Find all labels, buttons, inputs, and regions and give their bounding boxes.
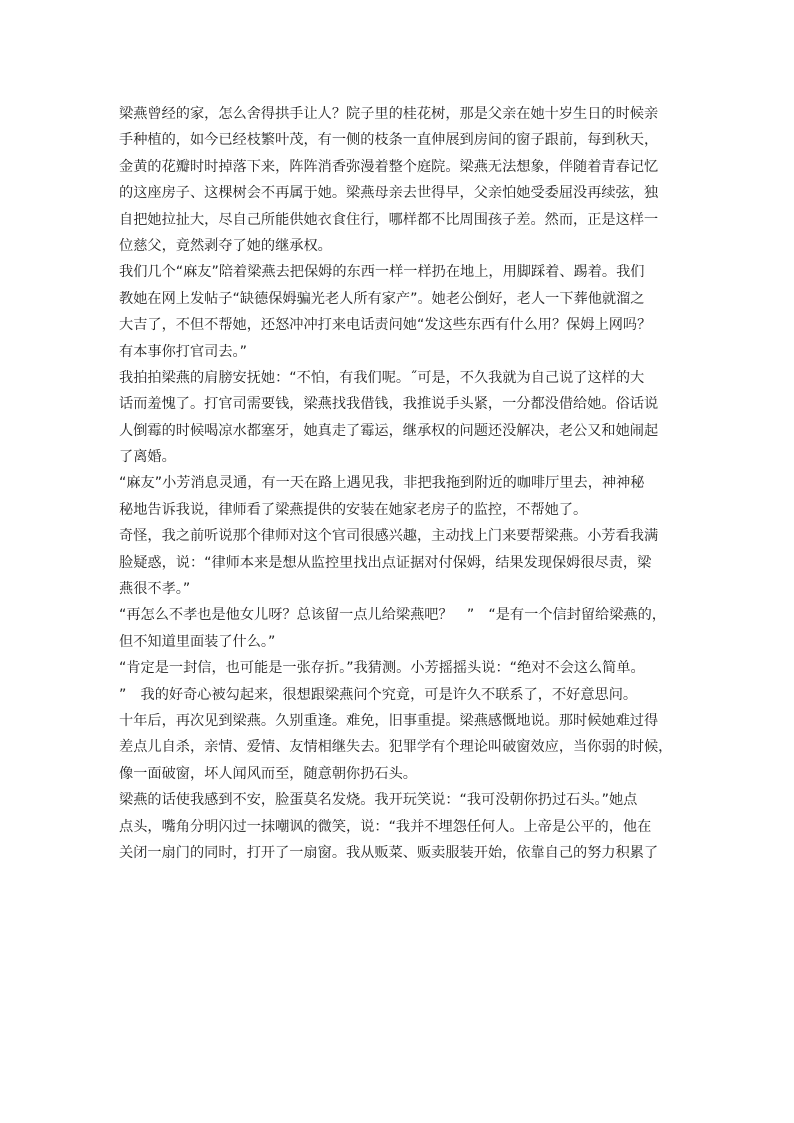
text-line: 像一面破窗，坏人闻风而至，随意朝你扔石头。 [119,765,417,782]
text-line: 自把她拉扯大，尽自己所能供她衣食住行，哪样都不比周围孩子差。然而，正是这样一 [119,211,659,228]
text-line: 位慈父，竟然剥夺了她的继承权。 [119,237,332,254]
text-line: 梁燕的话使我感到不安，脸蛋莫名发烧。我开玩笑说：“我可没朝你扔过石头。”她点 [119,792,638,809]
text-line: 差点儿自杀，亲情、爱情、友情相继失去。犯罪学有个理论叫破窗效应，当你弱的时候， [119,739,673,756]
text-line: 了离婚。 [119,449,176,466]
text-line: 梁燕曾经的家，怎么舍得拱手让人？院子里的桂花树，那是父亲在她十岁生日的时候亲 [119,106,659,122]
text-line: 燕很不孝。” [119,581,191,598]
text-line: 教她在网上发帖子“缺德保姆骗光老人所有家产”。她老公倒好，老人一下葬他就溜之 [119,290,645,307]
story-text [119,101,679,866]
text-line: 秘地告诉我说，律师看了梁燕提供的安装在她家老房子的监控，不帮她了。 [119,501,588,518]
text-line: 关闭一扇门的同时，打开了一扇窗。我从贩菜、贩卖服装开始，依靠自己的努力积累了 [119,844,659,861]
text-line: “麻友”小芳消息灵通，有一天在路上遇见我，非把我拖到附近的咖啡厅里去，神神秘 [119,475,645,492]
text-line: 我们几个“麻友”陪着梁燕去把保姆的东西一样一样扔在地上，用脚踩着、踢着。我们 [119,264,645,281]
text-line: 但不知道里面装了什么。” [119,633,276,650]
text-line: 手种植的，如今已经枝繁叶茂，有一侧的枝条一直伸展到房间的窗子跟前，每到秋天， [119,132,659,149]
text-line: 金黄的花瓣时时掉落下来，阵阵消香弥漫着整个庭院。梁燕无法想象，伴随着青春记忆 [119,158,659,175]
text-line: 十年后，再次见到梁燕。久别重逢。难免，旧事重提。梁燕感慨地说。那时候她难过得 [119,712,659,729]
text-line: 有本事你打官司去。” [119,343,247,360]
text-line: ” 我的好奇心被勾起来，很想跟梁燕问个究竟，可是许久不联系了，不好意思问。 [119,686,638,703]
text-line: 奇怪，我之前听说那个律师对这个官司很感兴趣，主动找上门来要帮梁燕。小芳看我满 [119,528,659,545]
text-line: 的这座房子、这棵树会不再属于她。梁燕母亲去世得早，父亲怕她受委屈没再续弦，独 [119,185,659,202]
text-line: 大吉了，不但不帮她，还怒冲冲打来电话责问她“发这些东西有什么用？保姆上网吗？ [119,317,652,334]
text-line: 我拍拍梁燕的肩膀安抚她：“不怕，有我们呢。˝可是，不久我就为自己说了这样的大 [119,369,645,386]
text-line: 脸疑惑，说：“律师本来是想从监控里找出点证据对付保姆，结果发现保姆很尽责，梁 [119,554,652,571]
text-line: 人倒霉的时候喝凉水都塞牙，她真走了霉运，继承权的问题还没解决，老公又和她闹起 [119,422,659,439]
text-line: 话而羞愧了。打官司需要钱，梁燕找我借钱，我推说手头紧，一分都没借给她。俗话说 [119,396,659,413]
text-line: “再怎么不孝也是他女儿呀？总该留一点儿给梁燕吧？ ” “是有一个信封留给梁燕的， [119,607,666,624]
text-line: 点头，嘴角分明闪过一抹嘲讽的微笑，说：“我并不埋怨任何人。上帝是公平的，他在 [119,818,652,835]
text-line: “肯定是一封信，也可能是一张存折。”我猜测。小芳摇摇头说：“绝对不会这么简单。 [119,660,645,677]
